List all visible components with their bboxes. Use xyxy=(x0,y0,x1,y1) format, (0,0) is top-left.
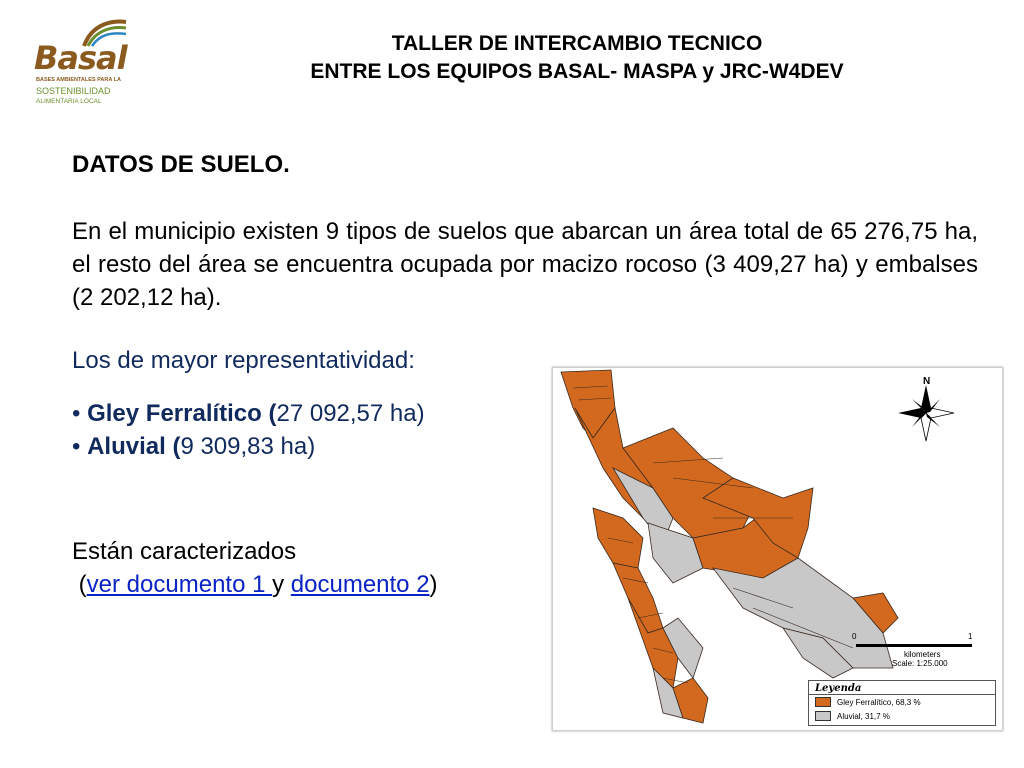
paren-close: ) xyxy=(429,571,438,598)
scale-bar xyxy=(852,632,978,672)
paren-open: ( xyxy=(78,571,87,598)
legend-item xyxy=(809,709,995,723)
lead-text: Los de mayor representatividad: xyxy=(72,347,415,374)
legend-item xyxy=(809,695,995,709)
logo-tagline-1: BASES AMBIENTALES PARA LA xyxy=(36,77,121,83)
logo-tagline-2: SOSTENIBILIDAD xyxy=(36,86,111,96)
soil-area: 27 092,57 ha) xyxy=(276,400,425,427)
header-line-2: ENTRE LOS EQUIPOS BASAL- MASPA y JRC-W4DEV xyxy=(310,60,844,83)
soil-map xyxy=(552,367,1003,731)
document-1-link[interactable]: ver documento 1 xyxy=(86,571,273,598)
characterized-text: Están caracterizados xyxy=(72,538,297,565)
soil-name: Gley Ferralítico ( xyxy=(87,400,277,427)
logo-tagline-3: ALIMENTARIA LOCAL xyxy=(36,98,102,105)
north-label: N xyxy=(923,376,931,387)
scale-ratio: Scale: 1:25.000 xyxy=(892,659,948,668)
map-legend xyxy=(808,680,996,726)
header-line-1: TALLER DE INTERCAMBIO TECNICO xyxy=(391,32,763,55)
document-2-link[interactable]: documento 2 xyxy=(290,571,430,598)
legend-label: Gley Ferralítico, 68,3 % xyxy=(837,697,921,707)
list-item: • Gley Ferralítico (27 092,57 ha) xyxy=(72,400,425,427)
section-title: DATOS DE SUELO. xyxy=(72,151,290,178)
legend-title: Leyenda xyxy=(809,681,995,695)
legend-label: Aluvial, 31,7 % xyxy=(837,711,890,721)
scale-bar-line xyxy=(856,644,972,647)
legend-swatch xyxy=(815,697,831,707)
intro-paragraph: En el municipio existen 9 tipos de suelos que abarcan un área total de 65 276,75 ha, el resto del área se encuentra ocupada por macizo rocoso (3 409,27 ha) y embalses (2 202,12 ha). xyxy=(72,218,978,311)
legend-swatch xyxy=(815,711,831,721)
scale-label-0: 0 xyxy=(852,632,857,641)
scale-label-1: 1 xyxy=(968,632,973,641)
scale-unit: kilometers xyxy=(904,650,941,659)
list-item: • Aluvial (9 309,83 ha) xyxy=(72,433,316,460)
conjunction-text: y xyxy=(272,571,291,598)
slide-header xyxy=(150,30,1004,86)
soil-area: 9 309,83 ha) xyxy=(180,433,316,460)
basal-logo xyxy=(34,18,134,110)
logo-wordmark: Basal xyxy=(34,39,127,77)
soil-map-graphic xyxy=(553,368,1002,730)
north-arrow-icon xyxy=(898,385,954,441)
soil-name: Aluvial ( xyxy=(87,433,181,460)
